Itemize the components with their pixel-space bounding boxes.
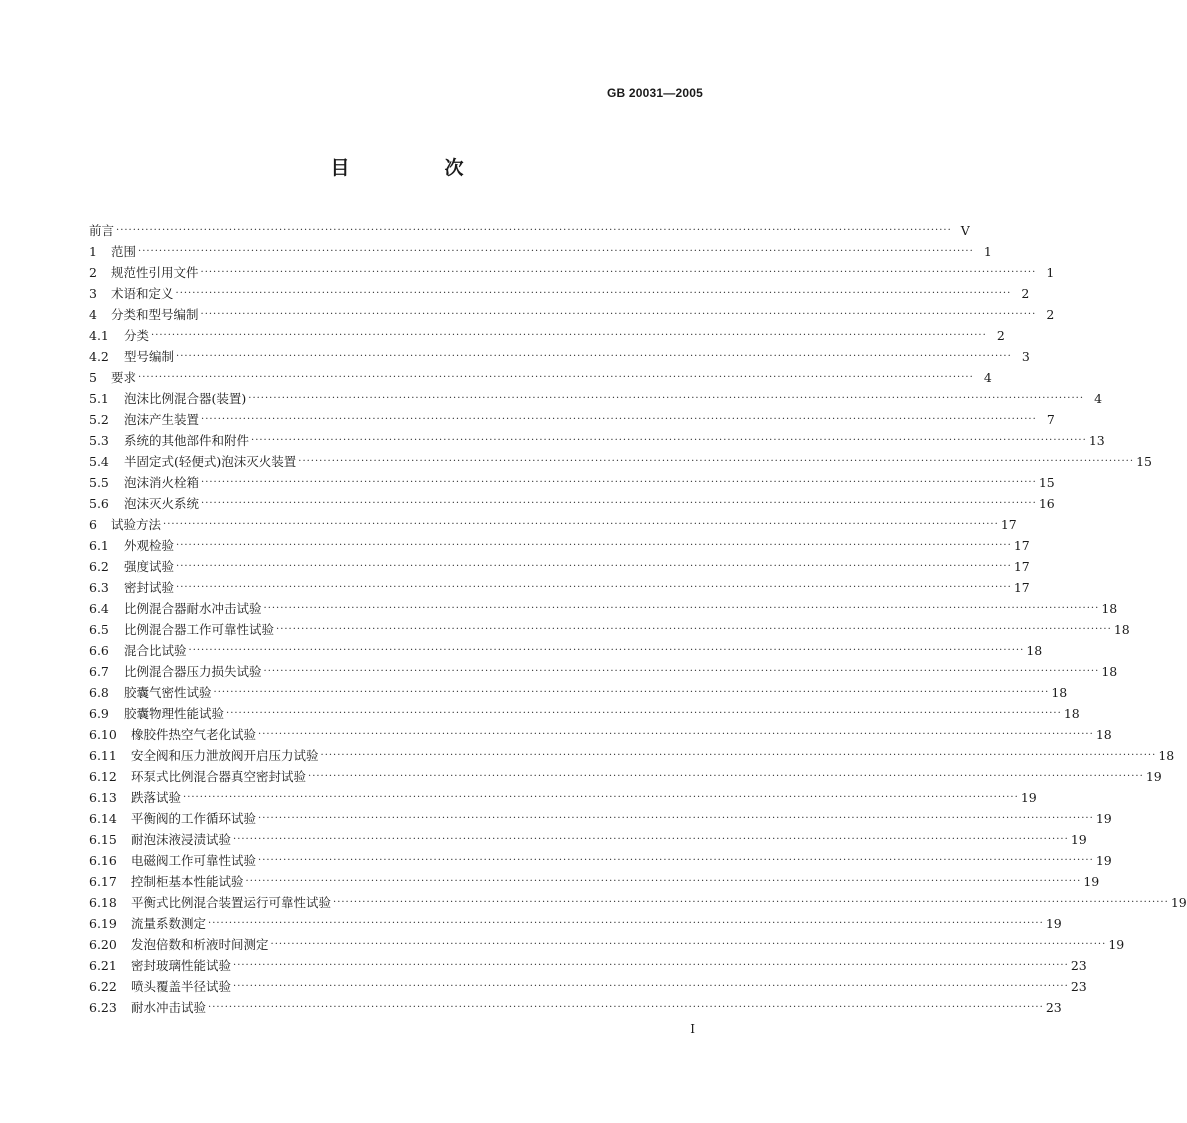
toc-entry[interactable] [89, 493, 1055, 514]
page-folio: I [690, 1022, 695, 1036]
toc-entry-page: 23 [1070, 979, 1087, 994]
toc-entry[interactable] [89, 724, 1112, 745]
toc-entry-page: 4 [1094, 391, 1103, 406]
toc-entry-label: 外观检验 [124, 538, 175, 553]
toc-entry-label: 发泡倍数和析液时间测定 [131, 937, 269, 952]
toc-entry-number: 6.22 [89, 979, 117, 994]
toc-entry-label: 密封玻璃性能试验 [131, 958, 232, 973]
toc-entry[interactable] [89, 514, 1017, 535]
toc-leader-dots: ········································································································································································································ [263, 603, 1100, 614]
toc-entry-number: 6.6 [89, 643, 109, 658]
toc-entry[interactable] [89, 976, 1087, 997]
toc-entry[interactable] [89, 472, 1055, 493]
toc-leader-dots: ········································································································································································································ [308, 771, 1144, 782]
toc-entry-number: 6.23 [89, 1000, 117, 1015]
toc-entry-page: 18 [1101, 601, 1118, 616]
toc-leader-dots: ········································································································································································································ [200, 309, 1037, 320]
toc-leader-dots: ········································································································································································································ [270, 939, 1107, 950]
toc-leader-dots: ········································································································································································································ [138, 246, 974, 257]
standard-code: GB 20031—2005 [607, 86, 703, 100]
toc-entry-label: 泡沫比例混合器(装置) [124, 391, 247, 406]
toc-leader-dots: ········································································································································································································ [175, 288, 1012, 299]
toc-entry-number: 6.12 [89, 769, 117, 784]
toc-leader-dots: ········································································································································································································ [226, 708, 1062, 719]
toc-entry-label: 平衡式比例混合装置运行可靠性试验 [131, 895, 332, 910]
toc-entry-page: 19 [1020, 790, 1037, 805]
toc-entry[interactable] [89, 892, 1187, 913]
toc-entry-label: 耐泡沫液浸渍试验 [131, 832, 232, 847]
toc-entry-label: 强度试验 [124, 559, 175, 574]
toc-entry-label: 胶囊气密性试验 [124, 685, 212, 700]
toc-entry-label: 要求 [111, 370, 137, 385]
toc-entry-page: 18 [1051, 685, 1068, 700]
toc-entry-number: 4.1 [89, 328, 109, 343]
toc-entry[interactable] [89, 325, 1005, 346]
toc-leader-dots: ········································································································································································································ [233, 981, 1069, 992]
toc-entry-number: 5.2 [89, 412, 109, 427]
toc-entry[interactable] [89, 682, 1068, 703]
toc-entry-label: 耐水冲击试验 [131, 1000, 207, 1015]
toc-entry-label: 泡沫产生装置 [124, 412, 200, 427]
toc-entry-label: 半固定式(轻便式)泡沫灭火装置 [124, 454, 297, 469]
toc-leader-dots: ········································································································································································································ [163, 519, 999, 530]
toc-entry-label: 分类和型号编制 [111, 307, 199, 322]
toc-entry[interactable] [89, 451, 1153, 472]
toc-entry[interactable] [89, 640, 1043, 661]
toc-entry[interactable] [89, 241, 992, 262]
toc-entry-number: 6.5 [89, 622, 109, 637]
toc-entry-page: 17 [1013, 580, 1030, 595]
toc-entry-page: 18 [1158, 748, 1175, 763]
toc-leader-dots: ········································································································································································································ [176, 540, 1012, 551]
toc-entry-number: 6.15 [89, 832, 117, 847]
toc-leader-dots: ········································································································································································································ [201, 414, 1037, 425]
toc-leader-dots: ········································································································································································································ [138, 372, 974, 383]
toc-leader-dots: ········································································································································································································ [233, 960, 1069, 971]
toc-entry[interactable] [89, 808, 1112, 829]
toc-entry[interactable] [89, 766, 1162, 787]
toc-entry[interactable] [89, 913, 1062, 934]
toc-entry-label: 泡沫灭火系统 [124, 496, 200, 511]
toc-entry-label: 术语和定义 [111, 286, 174, 301]
toc-entry[interactable] [89, 745, 1175, 766]
toc-entry-page: 19 [1095, 853, 1112, 868]
toc-entry-number: 1 [89, 244, 97, 259]
toc-entry-page: 16 [1038, 496, 1055, 511]
toc-entry-page: 23 [1070, 958, 1087, 973]
toc-entry-label: 规范性引用文件 [111, 265, 199, 280]
toc-entry-page: 19 [1108, 937, 1125, 952]
toc-entry-number: 6.4 [89, 601, 109, 616]
toc-entry-page: Ⅴ [960, 223, 970, 238]
toc-leader-dots: ········································································································································································································ [183, 792, 1019, 803]
toc-entry[interactable] [89, 703, 1080, 724]
toc-entry-number: 6.11 [89, 748, 117, 763]
toc-leader-dots: ········································································································································································································ [251, 435, 1087, 446]
toc-entry-number: 6.17 [89, 874, 117, 889]
toc-entry-label: 泡沫消火栓箱 [124, 475, 200, 490]
toc-entry-page: 19 [1083, 874, 1100, 889]
toc-entry-number: 6.20 [89, 937, 117, 952]
toc-entry-page: 17 [1013, 538, 1030, 553]
toc-entry-page: 15 [1136, 454, 1153, 469]
toc-leader-dots: ········································································································································································································ [213, 687, 1050, 698]
toc-entry-page: 1 [1046, 265, 1055, 280]
toc-leader-dots: ········································································································································································································ [320, 750, 1157, 761]
toc-entry-page: 18 [1101, 664, 1118, 679]
toc-entry[interactable] [89, 871, 1100, 892]
toc-entry[interactable] [89, 619, 1130, 640]
toc-entry-page: 19 [1045, 916, 1062, 931]
toc-entry-label: 环泵式比例混合器真空密封试验 [131, 769, 307, 784]
toc-leader-dots: ········································································································································································································ [176, 351, 1012, 362]
toc-entry-number: 5.3 [89, 433, 109, 448]
toc-entry-page: 19 [1145, 769, 1162, 784]
toc-entry-number: 6.18 [89, 895, 117, 910]
toc-entry-label: 比例混合器工作可靠性试验 [124, 622, 275, 637]
toc-entry[interactable] [89, 535, 1030, 556]
toc-entry-page: 13 [1088, 433, 1105, 448]
toc-entry-label: 橡胶件热空气老化试验 [131, 727, 257, 742]
toc-leader-dots: ········································································································································································································ [245, 876, 1082, 887]
toc-leader-dots: ········································································································································································································ [116, 225, 952, 236]
toc-entry-label: 安全阀和压力泄放阀开启压力试验 [131, 748, 319, 763]
toc-entry-number: 5.4 [89, 454, 109, 469]
toc-entry-number: 2 [89, 265, 97, 280]
toc-entry-number: 6.2 [89, 559, 109, 574]
toc-entry[interactable] [89, 220, 970, 241]
toc-entry[interactable] [89, 556, 1030, 577]
toc-entry-page: 18 [1113, 622, 1130, 637]
toc-entry-label: 比例混合器耐水冲击试验 [124, 601, 262, 616]
toc-entry-page: 18 [1095, 727, 1112, 742]
toc-leader-dots: ········································································································································································································ [201, 498, 1037, 509]
toc-entry[interactable] [89, 787, 1037, 808]
toc-entry-page: 17 [1013, 559, 1030, 574]
toc-leader-dots: ········································································································································································································ [248, 393, 1085, 404]
toc-entry-label: 型号编制 [124, 349, 175, 364]
toc-entry[interactable] [89, 997, 1062, 1018]
toc-entry-page: 7 [1046, 412, 1055, 427]
toc-leader-dots: ········································································································································································································ [263, 666, 1100, 677]
toc-entry-label: 试验方法 [111, 517, 162, 532]
toc-leader-dots: ········································································································································································································ [200, 267, 1037, 278]
toc-entry-label: 流量系数测定 [131, 916, 207, 931]
toc-entry-label: 前言 [89, 223, 115, 238]
toc-entry-label: 范围 [111, 244, 137, 259]
toc-entry-label: 胶囊物理性能试验 [124, 706, 225, 721]
toc-entry-number: 5.6 [89, 496, 109, 511]
toc-entry-number: 6.19 [89, 916, 117, 931]
table-of-contents [89, 220, 1187, 1018]
toc-entry-page: 1 [983, 244, 992, 259]
toc-entry[interactable] [89, 577, 1030, 598]
toc-leader-dots: ········································································································································································································ [208, 918, 1044, 929]
toc-entry-number: 6.16 [89, 853, 117, 868]
toc-entry-label: 混合比试验 [124, 643, 187, 658]
toc-entry[interactable] [89, 850, 1112, 871]
toc-entry-number: 6.7 [89, 664, 109, 679]
toc-entry-number: 6.21 [89, 958, 117, 973]
toc-entry[interactable] [89, 430, 1105, 451]
toc-entry-page: 15 [1038, 475, 1055, 490]
toc-entry-number: 4 [89, 307, 97, 322]
toc-entry[interactable] [89, 598, 1118, 619]
toc-entry-label: 电磁阀工作可靠性试验 [131, 853, 257, 868]
toc-leader-dots: ········································································································································································································ [276, 624, 1112, 635]
toc-entry-number: 6.1 [89, 538, 109, 553]
page-title: 目 次 [330, 157, 502, 179]
toc-leader-dots: ········································································································································································································ [176, 582, 1012, 593]
toc-entry-number: 6 [89, 517, 97, 532]
toc-entry[interactable] [89, 262, 1055, 283]
toc-entry[interactable] [89, 955, 1087, 976]
toc-entry-number: 6.13 [89, 790, 117, 805]
toc-entry-number: 3 [89, 286, 97, 301]
toc-entry-number: 6.10 [89, 727, 117, 742]
toc-leader-dots: ········································································································································································································ [176, 561, 1012, 572]
toc-entry[interactable] [89, 283, 1030, 304]
toc-entry-page: 17 [1000, 517, 1017, 532]
toc-entry-label: 控制柜基本性能试验 [131, 874, 244, 889]
toc-entry-number: 6.8 [89, 685, 109, 700]
toc-entry-page: 19 [1070, 832, 1087, 847]
toc-entry-number: 5 [89, 370, 97, 385]
toc-entry-number: 6.9 [89, 706, 109, 721]
toc-leader-dots: ········································································································································································································ [298, 456, 1135, 467]
toc-entry-label: 喷头覆盖半径试验 [131, 979, 232, 994]
toc-entry[interactable] [89, 346, 1030, 367]
toc-leader-dots: ········································································································································································································ [258, 813, 1094, 824]
toc-leader-dots: ········································································································································································································ [151, 330, 987, 341]
toc-entry[interactable] [89, 388, 1103, 409]
toc-entry-page: 3 [1021, 349, 1030, 364]
toc-entry-label: 系统的其他部件和附件 [124, 433, 250, 448]
toc-entry[interactable] [89, 829, 1087, 850]
toc-entry-page: 19 [1095, 811, 1112, 826]
toc-entry-page: 2 [1021, 286, 1030, 301]
toc-entry-label: 跌落试验 [131, 790, 182, 805]
toc-leader-dots: ········································································································································································································ [188, 645, 1025, 656]
toc-entry-label: 密封试验 [124, 580, 175, 595]
toc-entry[interactable] [89, 661, 1118, 682]
toc-entry-number: 4.2 [89, 349, 109, 364]
toc-entry[interactable] [89, 934, 1125, 955]
toc-entry-number: 6.14 [89, 811, 117, 826]
toc-entry-page: 18 [1026, 643, 1043, 658]
toc-entry-number: 5.1 [89, 391, 109, 406]
toc-entry-page: 2 [996, 328, 1005, 343]
toc-entry-page: 23 [1045, 1000, 1062, 1015]
toc-entry-label: 分类 [124, 328, 150, 343]
toc-entry-label: 比例混合器压力损失试验 [124, 664, 262, 679]
toc-entry[interactable] [89, 304, 1055, 325]
toc-entry-page: 4 [983, 370, 992, 385]
toc-leader-dots: ········································································································································································································ [258, 855, 1094, 866]
toc-entry-label: 平衡阀的工作循环试验 [131, 811, 257, 826]
toc-entry-number: 6.3 [89, 580, 109, 595]
toc-entry[interactable] [89, 409, 1055, 430]
toc-entry-page: 2 [1046, 307, 1055, 322]
toc-leader-dots: ········································································································································································································ [333, 897, 1169, 908]
toc-entry-page: 18 [1063, 706, 1080, 721]
toc-leader-dots: ········································································································································································································ [258, 729, 1094, 740]
toc-leader-dots: ········································································································································································································ [201, 477, 1037, 488]
toc-leader-dots: ········································································································································································································ [233, 834, 1069, 845]
toc-entry[interactable] [89, 367, 992, 388]
toc-leader-dots: ········································································································································································································ [208, 1002, 1044, 1013]
toc-entry-number: 5.5 [89, 475, 109, 490]
toc-entry-page: 19 [1170, 895, 1187, 910]
